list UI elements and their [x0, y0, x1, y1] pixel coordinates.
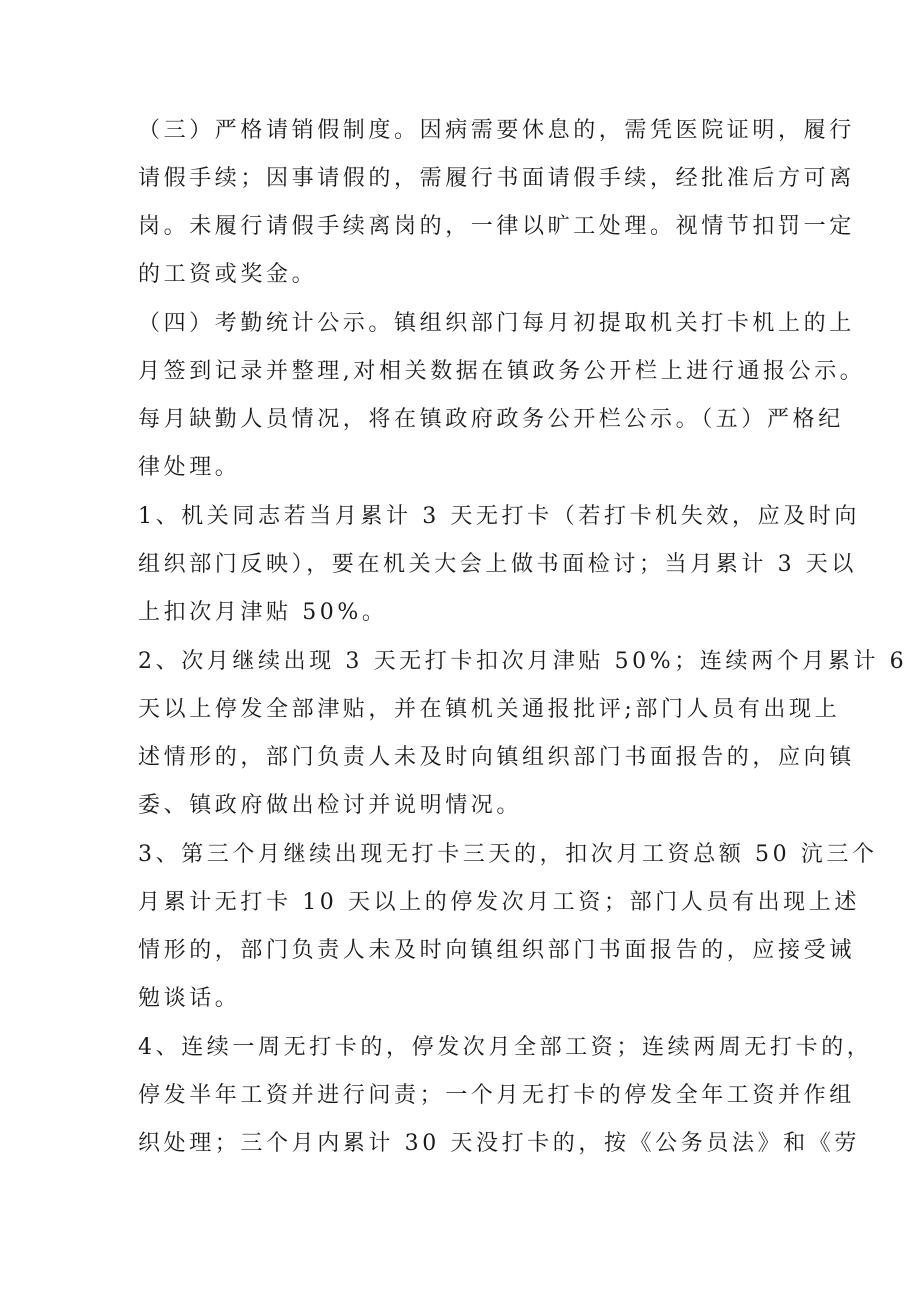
text-line: 勉谈话。	[138, 986, 241, 1011]
text-line: 述情形的，部门负责人未及时向镇组织部门书面报告的，应向镇	[138, 745, 855, 770]
paragraph-leave-system	[138, 107, 855, 299]
text-line: 3、第三个月继续出现无打卡三天的，扣次月工资总额 50 沆三个	[138, 842, 878, 867]
text-line: 组织部门反映），要在机关大会上做书面检讨；当月累计 3 天以	[138, 552, 857, 577]
text-line: 1、机关同志若当月累计 3 天无打卡（若打卡机失效，应及时向	[138, 504, 860, 529]
document-body	[138, 107, 908, 1168]
text-line: 织处理；三个月内累计 30 天没打卡的，按《公务员法》和《劳	[138, 1131, 860, 1156]
paragraph-attendance-publicity	[138, 300, 866, 492]
text-line: 每月缺勤人员情况，将在镇政府政务公开栏公示。（五）严格纪	[138, 407, 844, 432]
paragraph-rule-4	[138, 1024, 873, 1168]
text-line: 月累计无打卡 10 天以上的停发次月工资；部门人员有出现上述	[138, 890, 860, 915]
paragraph-rule-1	[138, 493, 860, 637]
text-line: 委、镇政府做出检讨并说明情况。	[138, 793, 523, 818]
text-line: 请假手续；因事请假的，需履行书面请假手续，经批准后方可离	[138, 166, 855, 191]
paragraph-rule-2	[138, 638, 908, 830]
text-line: 岗。未履行请假手续离岗的，一律以旷工处理。视情节扣罚一定	[138, 214, 855, 239]
text-line: （四）考勤统计公示。镇组织部门每月初提取机关打卡机上的上	[138, 311, 855, 336]
paragraph-rule-3	[138, 831, 878, 1023]
text-line: 的工资或奖金。	[138, 262, 318, 287]
text-line: 4、连续一周无打卡的，停发次月全部工资；连续两周无打卡的，	[138, 1035, 873, 1060]
text-line: 天以上停发全部津贴，并在镇机关通报批评;部门人员有出现上	[138, 697, 841, 722]
text-line: 上扣次月津贴 50%。	[138, 600, 388, 625]
text-line: 情形的，部门负责人未及时向镇组织部门书面报告的，应接受诫	[138, 938, 855, 963]
text-line: 2、次月继续出现 3 天无打卡扣次月津贴 50%；连续两个月累计 6	[138, 649, 908, 674]
text-line: 月签到记录并整理,对相关数据在镇政务公开栏上进行通报公示。	[138, 359, 866, 384]
text-line: 律处理。	[138, 455, 241, 480]
text-line: （三）严格请销假制度。因病需要休息的，需凭医院证明，履行	[138, 118, 855, 143]
text-line: 停发半年工资并进行问责；一个月无打卡的停发全年工资并作组	[138, 1083, 855, 1108]
